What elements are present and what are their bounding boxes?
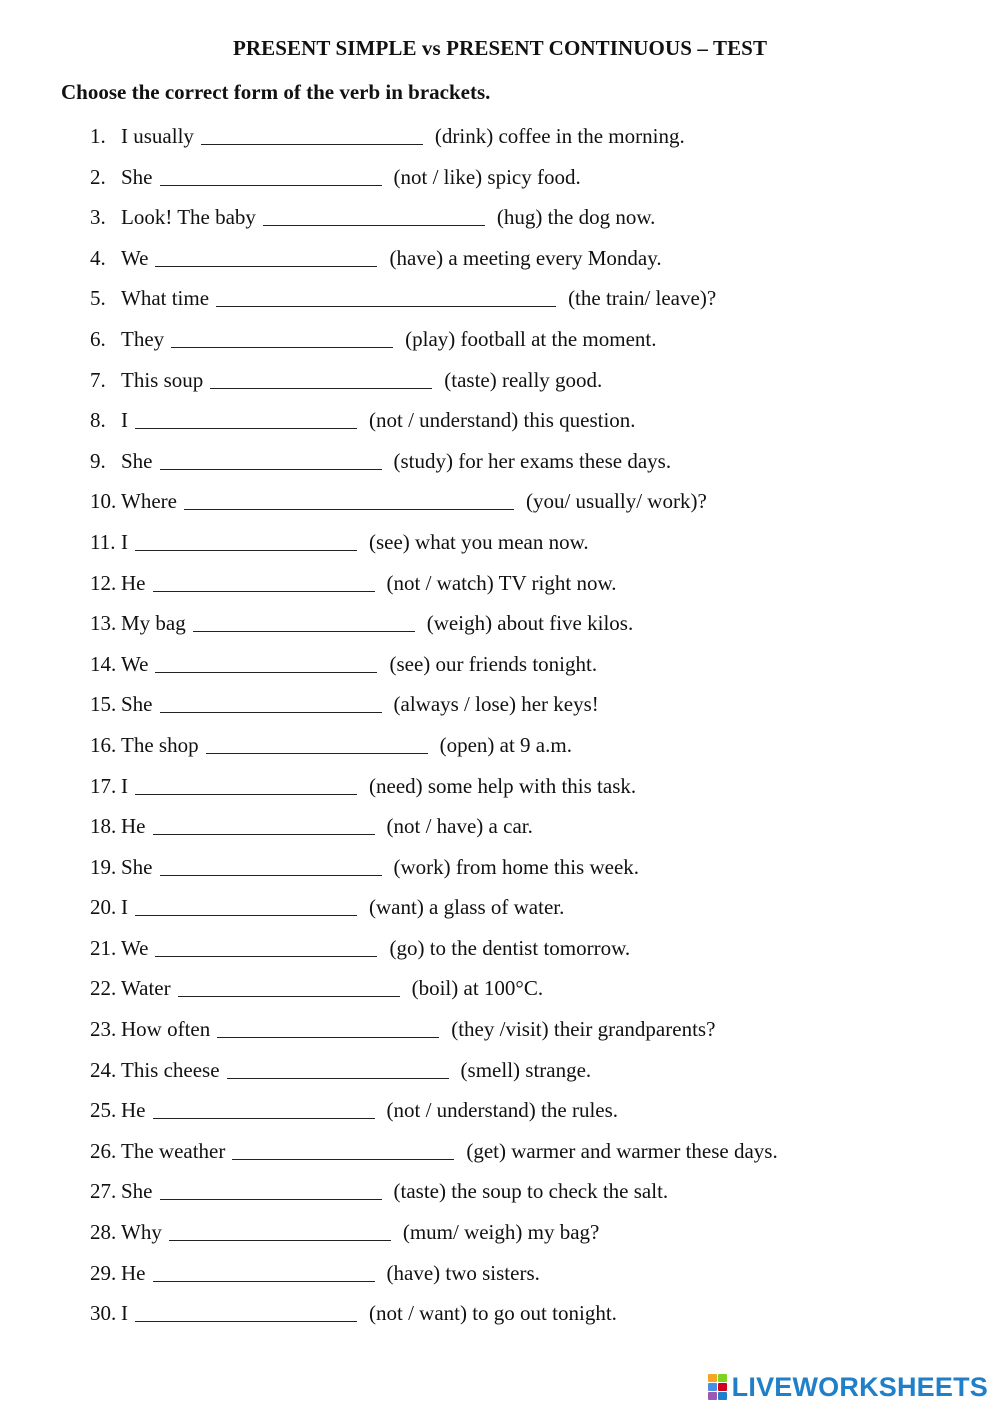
- question-item: [90, 1050, 778, 1091]
- question-number: 30.: [90, 1301, 117, 1326]
- question-stem: I: [121, 408, 128, 433]
- question-verb-hint: (not / like) spicy food.: [393, 164, 581, 189]
- answer-blank[interactable]: [135, 897, 357, 916]
- answer-blank[interactable]: [155, 248, 377, 267]
- question-number: 21.: [90, 935, 117, 960]
- question-number: 29.: [90, 1260, 117, 1285]
- question-number: 13.: [90, 611, 117, 636]
- question-item: [90, 928, 778, 969]
- question-verb-hint: (need) some help with this task.: [369, 773, 637, 798]
- question-verb-hint: (taste) the soup to check the salt.: [393, 1179, 669, 1204]
- question-verb-hint: (see) what you mean now.: [369, 529, 589, 554]
- question-item: [90, 319, 778, 360]
- question-verb-hint: (study) for her exams these days.: [393, 448, 672, 473]
- question-item: [90, 603, 778, 644]
- answer-blank[interactable]: [184, 491, 514, 510]
- question-number: 5.: [90, 286, 106, 311]
- question-number: 9.: [90, 448, 106, 473]
- question-verb-hint: (get) warmer and warmer these days.: [466, 1138, 778, 1163]
- answer-blank[interactable]: [217, 1019, 439, 1038]
- question-item: [90, 1009, 778, 1050]
- question-item: [90, 157, 778, 198]
- question-number: 28.: [90, 1220, 117, 1245]
- question-item: [90, 725, 778, 766]
- answer-blank[interactable]: [193, 613, 415, 632]
- logo-icon-square: [718, 1374, 727, 1382]
- question-number: 4.: [90, 245, 106, 270]
- answer-blank[interactable]: [160, 1181, 382, 1200]
- question-verb-hint: (weigh) about five kilos.: [426, 611, 634, 636]
- question-stem: I: [121, 529, 128, 554]
- question-verb-hint: (not / understand) this question.: [369, 408, 636, 433]
- question-number: 16.: [90, 732, 117, 757]
- question-number: 17.: [90, 773, 117, 798]
- answer-blank[interactable]: [135, 1303, 357, 1322]
- logo-text: LIVEWORKSHEETS: [731, 1371, 988, 1402]
- question-stem: She: [121, 1179, 153, 1204]
- question-stem: She: [121, 692, 153, 717]
- question-number: 2.: [90, 164, 106, 189]
- question-number: 10.: [90, 489, 117, 514]
- answer-blank[interactable]: [227, 1060, 449, 1079]
- question-verb-hint: (boil) at 100°C.: [411, 976, 544, 1001]
- question-stem: I usually: [121, 124, 194, 148]
- answer-blank[interactable]: [171, 329, 393, 348]
- question-stem: The weather: [121, 1138, 226, 1163]
- question-verb-hint: (want) a glass of water.: [369, 895, 565, 920]
- answer-blank[interactable]: [169, 1222, 391, 1241]
- worksheet-title: PRESENT SIMPLE vs PRESENT CONTINUOUS – TEST: [232, 36, 768, 60]
- question-verb-hint: (not / have) a car.: [386, 814, 533, 839]
- answer-blank[interactable]: [160, 694, 382, 713]
- question-number: 8.: [90, 408, 106, 433]
- liveworksheets-logo-icon: [708, 1374, 728, 1400]
- answer-blank[interactable]: [160, 451, 382, 470]
- answer-blank[interactable]: [210, 370, 432, 389]
- answer-blank[interactable]: [153, 1100, 375, 1119]
- question-verb-hint: (smell) strange.: [460, 1057, 592, 1082]
- question-number: 26.: [90, 1138, 117, 1163]
- question-stem: Look! The baby: [121, 205, 256, 230]
- question-item: [90, 441, 778, 482]
- question-item: [90, 1293, 778, 1334]
- question-stem: My bag: [121, 611, 186, 636]
- logo-icon-square: [708, 1392, 717, 1400]
- question-stem: He: [121, 1098, 146, 1123]
- question-stem: I: [121, 895, 128, 920]
- logo-icon-square: [718, 1383, 727, 1391]
- question-item: [90, 684, 778, 725]
- question-verb-hint: (taste) really good.: [444, 367, 603, 392]
- question-stem: What time: [121, 286, 210, 311]
- question-stem: They: [121, 326, 165, 351]
- answer-blank[interactable]: [153, 816, 375, 835]
- question-stem: He: [121, 814, 146, 839]
- question-number: 25.: [90, 1098, 117, 1123]
- question-item: [90, 238, 778, 279]
- question-stem: We: [121, 651, 149, 676]
- question-number: 14.: [90, 651, 117, 676]
- question-verb-hint: (see) our friends tonight.: [389, 651, 598, 676]
- answer-blank[interactable]: [178, 978, 400, 997]
- question-stem: We: [121, 245, 149, 270]
- question-stem: She: [121, 164, 153, 189]
- question-stem: She: [121, 448, 153, 473]
- question-item: [90, 116, 778, 157]
- question-verb-hint: (not / want) to go out tonight.: [369, 1301, 617, 1326]
- question-list: [90, 116, 778, 1334]
- question-verb-hint: (not / watch) TV right now.: [386, 570, 617, 595]
- question-item: [90, 806, 778, 847]
- answer-blank[interactable]: [135, 410, 357, 429]
- question-stem: Water: [121, 976, 171, 1001]
- question-verb-hint: (have) a meeting every Monday.: [389, 245, 662, 270]
- question-stem: He: [121, 570, 146, 595]
- question-number: 20.: [90, 895, 117, 920]
- question-number: 18.: [90, 814, 117, 839]
- question-item: [90, 1212, 778, 1253]
- liveworksheets-logo: [708, 1370, 988, 1404]
- question-verb-hint: (not / understand) the rules.: [386, 1098, 619, 1123]
- question-number: 27.: [90, 1179, 117, 1204]
- answer-blank[interactable]: [155, 654, 377, 673]
- question-number: 6.: [90, 326, 106, 351]
- question-verb-hint: (go) to the dentist tomorrow.: [389, 935, 631, 960]
- question-item: [90, 1090, 778, 1131]
- answer-blank[interactable]: [160, 857, 382, 876]
- question-item: [90, 847, 778, 888]
- question-number: 1.: [90, 124, 106, 148]
- answer-blank[interactable]: [216, 288, 556, 307]
- question-verb-hint: (drink) coffee in the morning.: [434, 124, 685, 148]
- question-item: [90, 887, 778, 928]
- question-stem: I: [121, 773, 128, 798]
- question-item: [90, 197, 778, 238]
- question-item: [90, 522, 778, 563]
- answer-blank[interactable]: [135, 532, 357, 551]
- question-item: [90, 968, 778, 1009]
- question-number: 19.: [90, 854, 117, 879]
- logo-icon-square: [708, 1383, 717, 1391]
- question-stem: How often: [121, 1017, 211, 1042]
- question-item: [90, 1253, 778, 1294]
- answer-blank[interactable]: [155, 938, 377, 957]
- question-item: [90, 563, 778, 604]
- question-item: [90, 481, 778, 522]
- question-number: 3.: [90, 205, 106, 230]
- logo-icon-square: [718, 1392, 727, 1400]
- question-item: [90, 400, 778, 441]
- question-number: 22.: [90, 976, 117, 1001]
- question-verb-hint: (the train/ leave)?: [568, 286, 717, 311]
- answer-blank[interactable]: [153, 1263, 375, 1282]
- answer-blank[interactable]: [153, 573, 375, 592]
- question-item: [90, 1171, 778, 1212]
- question-number: 23.: [90, 1017, 117, 1042]
- question-verb-hint: (you/ usually/ work)?: [525, 489, 707, 514]
- question-item: [90, 360, 778, 401]
- question-verb-hint: (always / lose) her keys!: [393, 692, 599, 717]
- question-number: 24.: [90, 1057, 117, 1082]
- question-number: 7.: [90, 367, 106, 392]
- question-verb-hint: (mum/ weigh) my bag?: [402, 1220, 600, 1245]
- question-stem: The shop: [121, 732, 199, 757]
- answer-blank[interactable]: [160, 167, 382, 186]
- question-item: [90, 278, 778, 319]
- question-stem: This soup: [121, 367, 204, 392]
- logo-icon-square: [708, 1374, 717, 1382]
- question-verb-hint: (play) football at the moment.: [405, 326, 657, 351]
- question-stem: We: [121, 935, 149, 960]
- question-number: 15.: [90, 692, 117, 717]
- question-stem: She: [121, 854, 153, 879]
- question-number: 11.: [90, 529, 116, 554]
- question-stem: This cheese: [121, 1057, 220, 1082]
- question-verb-hint: (hug) the dog now.: [496, 205, 656, 230]
- answer-blank[interactable]: [135, 776, 357, 795]
- question-stem: I: [121, 1301, 128, 1326]
- question-item: [90, 644, 778, 685]
- instruction-text: Choose the correct form of the verb in brackets.: [61, 80, 491, 104]
- answer-blank[interactable]: [232, 1141, 454, 1160]
- question-item: [90, 1131, 778, 1172]
- question-stem: Why: [121, 1220, 162, 1245]
- answer-blank[interactable]: [263, 207, 485, 226]
- answer-blank[interactable]: [201, 126, 423, 145]
- question-verb-hint: (open) at 9 a.m.: [439, 732, 572, 757]
- question-item: [90, 766, 778, 807]
- question-verb-hint: (work) from home this week.: [393, 854, 640, 879]
- answer-blank[interactable]: [206, 735, 428, 754]
- question-verb-hint: (have) two sisters.: [386, 1260, 540, 1285]
- question-verb-hint: (they /visit) their grandparents?: [451, 1017, 716, 1042]
- question-stem: Where: [121, 489, 177, 514]
- question-stem: He: [121, 1260, 146, 1285]
- question-number: 12.: [90, 570, 117, 595]
